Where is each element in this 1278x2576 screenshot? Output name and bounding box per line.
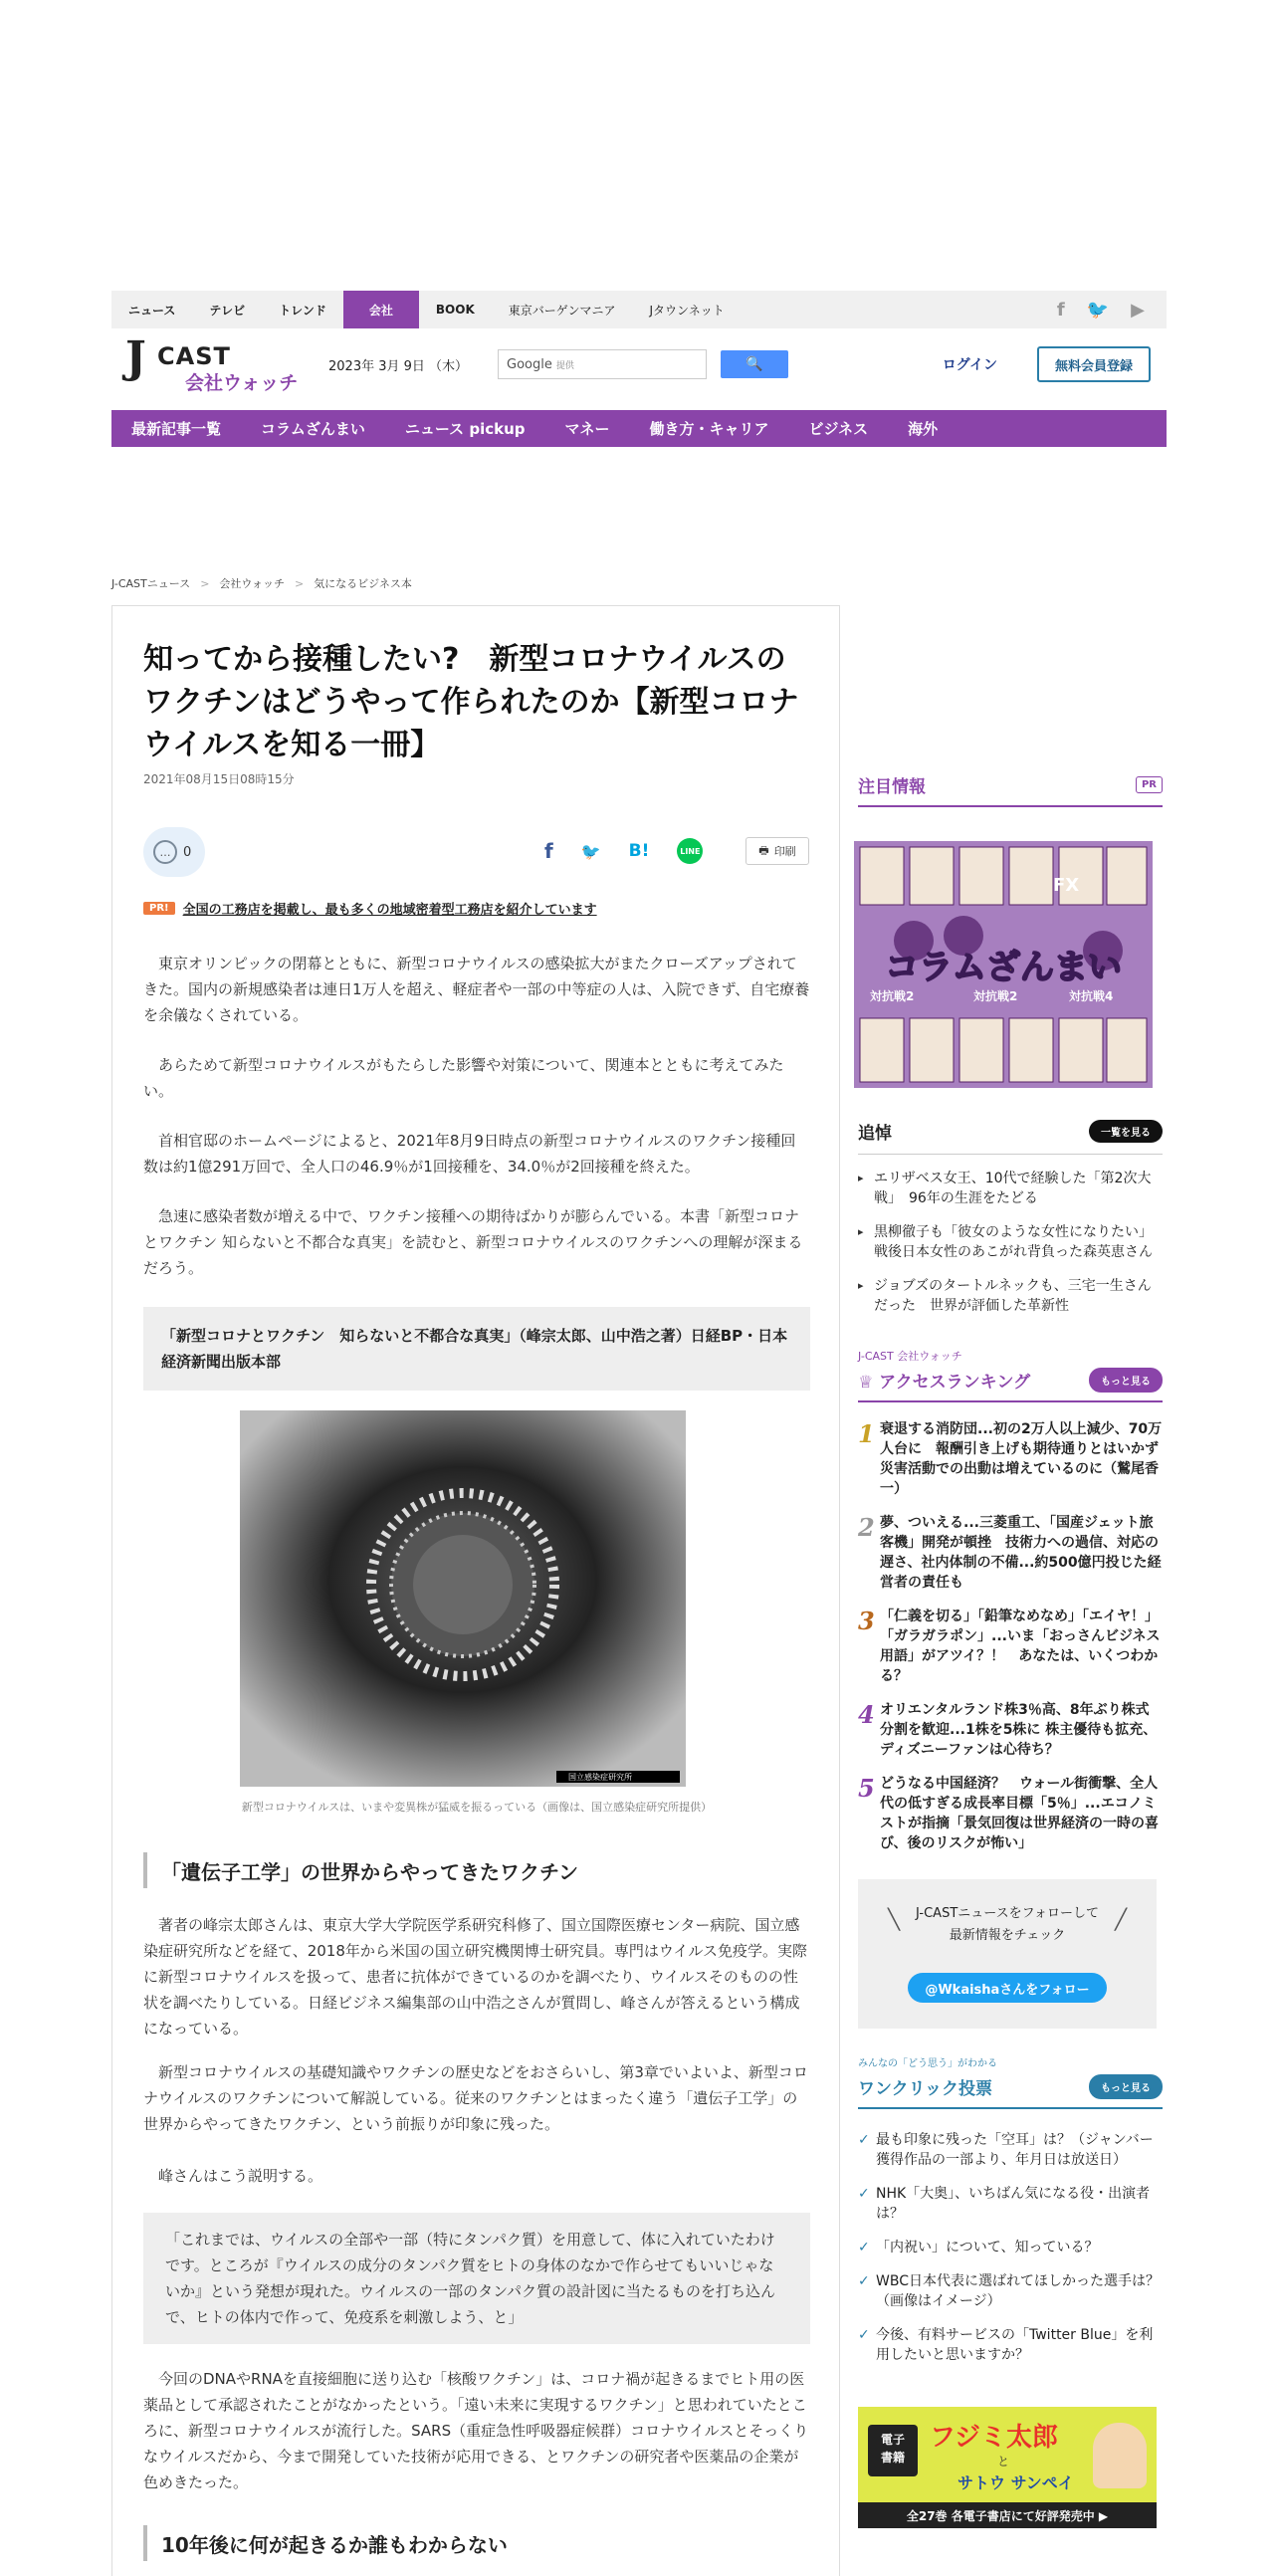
banner-sub: 対抗戦4 bbox=[1069, 989, 1114, 1003]
topnav-book[interactable]: BOOK bbox=[435, 303, 475, 317]
breadcrumb-home[interactable]: J-CASTニュース bbox=[111, 577, 191, 590]
topnav-bargain[interactable]: 東京バーゲンマニア bbox=[508, 303, 616, 318]
vote-title: ワンクリック投票 bbox=[858, 2079, 992, 2099]
notice-header bbox=[858, 772, 1163, 807]
logo-cast: CAST bbox=[157, 342, 231, 370]
hatena-share-icon[interactable]: B! bbox=[628, 841, 650, 861]
rank-number: 1 bbox=[858, 1419, 875, 1448]
breadcrumb-books[interactable]: 気になるビジネス本 bbox=[314, 577, 412, 590]
ad-tag: 書籍 bbox=[880, 2451, 905, 2465]
nav-column[interactable]: コラムざんまい bbox=[261, 420, 365, 438]
twitter-icon[interactable]: 🐦 bbox=[1086, 299, 1110, 321]
column-banner-art bbox=[854, 841, 1153, 1088]
vote-item[interactable]: ✓ 「内祝い」について、知っている？ bbox=[858, 2238, 1163, 2257]
pr-text: 全国の工務店を掲載し、最も多くの地域密着型工務店を紹介しています bbox=[182, 903, 597, 918]
list-item[interactable]: ▸ ジョブズのタートルネックも、三宅一生さんだった 世界が評価した革新性 bbox=[858, 1276, 1163, 1316]
social-links bbox=[1057, 300, 1167, 321]
vote-item[interactable]: ✓ WBC日本代表に選ばれてほしかった選手は？（画像はイメージ） bbox=[858, 2271, 1163, 2311]
search-provided: 提供 bbox=[555, 360, 574, 371]
nav-pickup[interactable]: ニュース pickup bbox=[404, 420, 526, 438]
ranking-item[interactable] bbox=[858, 1419, 1172, 1499]
ranking-item[interactable] bbox=[858, 1774, 1163, 1853]
ad-sub: サトウ サンペイ bbox=[958, 2473, 1074, 2492]
paragraph: 新型コロナウイルスの基礎知識やワクチンの歴史などをおさらいし、第3章でいよいよ、新型コロナウイルスのワクチンについて解説している。従来のワクチンとはまったく違う「遺伝子工学」の世界からやってきたワクチン、という前振りが印象に残った。 bbox=[143, 2063, 808, 2133]
search-input[interactable] bbox=[498, 349, 707, 379]
facebook-share-icon[interactable]: f bbox=[544, 839, 553, 863]
breadcrumb-company[interactable]: 会社ウォッチ bbox=[219, 577, 285, 590]
vote-item[interactable]: ✓ NHK「大奥」、いちばん気になる役・出演者は？ bbox=[858, 2184, 1163, 2224]
topnav-jtown[interactable]: Jタウンネット bbox=[649, 303, 725, 318]
logo-j: J bbox=[125, 332, 146, 383]
print-button[interactable] bbox=[746, 837, 809, 865]
breadcrumb-sep: > bbox=[294, 576, 305, 590]
ranking-title: アクセスランキング bbox=[879, 1373, 1031, 1393]
tsuiseki-header bbox=[858, 1119, 1163, 1155]
line-share-icon[interactable]: LINE bbox=[677, 838, 703, 864]
rank-title: 夢、ついえる...三菱重工、「国産ジェット旅客機」開発が頓挫 技術力への過信、対応の遅さ、社内体制の不備...約500億円投じた経営者の責任も bbox=[880, 1515, 1162, 1591]
ranking-more-button[interactable]: もっと見る bbox=[1089, 1368, 1163, 1393]
banner-title: コラムざんまい bbox=[885, 948, 1122, 987]
facebook-icon[interactable]: f bbox=[1056, 299, 1065, 321]
banner-fx: FX bbox=[1053, 875, 1080, 896]
list-item[interactable]: ▸ エリザベス女王、10代で経験した「第2次大戦」 96年の生涯をたどる bbox=[858, 1169, 1163, 1208]
follow-line1: J-CASTニュースをフォローして bbox=[916, 1906, 1099, 1921]
register-button[interactable]: 無料会員登録 bbox=[1037, 346, 1151, 382]
notice-title: 注目情報 bbox=[858, 777, 926, 797]
pr-tag: PR! bbox=[143, 902, 175, 915]
rank-title: どうなる中国経済？ ウォール街衝撃、全人代の低すぎる成長率目標「5％」...エコノミストが指摘「景気回復は世界経済の一時の喜び、後のリスクが怖い」 bbox=[880, 1776, 1159, 1851]
section-heading: 10年後に何が起きるか誰もわからない bbox=[143, 2525, 810, 2561]
pr-badge: PR bbox=[1136, 776, 1163, 793]
section-heading: 「遺伝子工学」の世界からやってきたワクチン bbox=[143, 1852, 810, 1888]
search-button[interactable] bbox=[721, 350, 788, 378]
rank-number: 2 bbox=[858, 1513, 875, 1542]
vote-header bbox=[858, 2074, 1163, 2109]
ad-character bbox=[1093, 2423, 1147, 2488]
ranking-header bbox=[858, 1368, 1163, 1402]
twitter-share-icon[interactable]: 🐦 bbox=[580, 841, 601, 861]
nav-career[interactable]: 働き方・キャリア bbox=[649, 420, 769, 438]
comment-button[interactable] bbox=[143, 827, 205, 877]
rank-title: 「仁義を切る」「鉛筆なめなめ」「エイヤ！」「ガラガラポン」...いま「おっさんビジネス用語」がアツイ？！ あなたは、いくつわかる？ bbox=[880, 1609, 1161, 1684]
deco-slash: ╲ bbox=[888, 1907, 901, 1931]
top-nav bbox=[111, 291, 1167, 328]
print-icon: 🖶 bbox=[758, 843, 769, 857]
site-header bbox=[111, 334, 1167, 394]
header-date: 2023年 3月 9日 （木） bbox=[328, 358, 469, 374]
tsuiseki-more-button[interactable]: 一覧を見る bbox=[1089, 1120, 1163, 1143]
follow-line2: 最新情報をチェック bbox=[949, 1928, 1066, 1943]
list-item[interactable]: ▸ 黒柳徹子も「彼女のような女性になりたい」戦後日本女性のあこがれ背負った森英恵さん bbox=[858, 1222, 1163, 1262]
ranking-item[interactable] bbox=[858, 1607, 1163, 1686]
tsuiseki-title: 追悼 bbox=[858, 1124, 892, 1144]
comment-icon: … bbox=[153, 840, 177, 864]
paragraph: 峰さんはこう説明する。 bbox=[143, 2167, 323, 2185]
follow-box bbox=[858, 1879, 1157, 2029]
ranking-label: J-CAST 会社ウォッチ bbox=[858, 1350, 962, 1363]
site-logo[interactable] bbox=[125, 332, 305, 394]
print-label: 印刷 bbox=[773, 845, 796, 858]
quote-box: 「これまでは、ウイルスの全部や一部（特にタンパク質）を用意して、体に入れていたわけです。ところが『ウイルスの成分のタンパク質をヒトの身体のなかで作らせてもいいじゃないか』という発想が現れた。ウイルスの一部のタンパク質の設計図に当たるものを打ち込んで、ヒトの体内で作って、免疫系を刺激しよう、と」 bbox=[143, 2213, 810, 2344]
paragraph: 首相官邸のホームページによると、2021年8月9日時点の新型コロナウイルスのワクチン接種回数は約1億291万回で、全人口の46.9％が1回接種を、34.0％が2回接種を終えた。 bbox=[143, 1132, 796, 1176]
login-link[interactable]: ログイン bbox=[942, 357, 997, 373]
topnav-tv[interactable]: テレビ bbox=[209, 303, 246, 318]
nav-business[interactable]: ビジネス bbox=[808, 420, 869, 438]
breadcrumb bbox=[111, 575, 1167, 591]
vote-item[interactable]: ✓ 今後、有料サービスの「Twitter Blue」を利用したいと思いますか？ bbox=[858, 2325, 1163, 2365]
article-title: 知ってから接種したい? 新型コロナウイルスのワクチンはどうやって作られたのか【新型コロナウイルスを知る一冊】 bbox=[143, 642, 799, 762]
rank-title: オリエンタルランド株3％高、8年ぶり株式分割を歓迎...1株を5株に 株主優待も拡充、ディズニーファンは心待ち？ bbox=[880, 1702, 1158, 1758]
twitter-follow-button[interactable]: @Wkaishaさんをフォロー bbox=[908, 1973, 1107, 2003]
ad-title: フジミ太郎 bbox=[930, 2423, 1058, 2453]
comment-count: 0 bbox=[183, 844, 192, 860]
column-banner[interactable] bbox=[854, 841, 1153, 1088]
share-buttons bbox=[544, 838, 703, 864]
tsuiseki-list bbox=[858, 1169, 1163, 1330]
pr-link[interactable] bbox=[143, 899, 810, 918]
paragraph: 著者の峰宗太郎さんは、東京大学大学院医学系研究科修了、国立国際医療センター病院、国立感染症研究所などを経て、2018年から米国の国立研究機関博士研究員。専門はウイルス免疫学。実際に新型コロナウイルスを扱って、患者に抗体ができているのかを調べたり、ウイルスそのものの性状を調べたりしている。日経ビジネス編集部の山中浩之さんが質問し、峰さんが答えるという構成になっている。 bbox=[143, 1916, 807, 2038]
ad-to: と bbox=[997, 2455, 1010, 2469]
banner-sub: 対抗戦2 bbox=[973, 989, 1018, 1003]
search-placeholder: Google bbox=[507, 356, 552, 372]
figure-credit: 国立感染症研究所 bbox=[568, 1773, 632, 1782]
breadcrumb-sep: > bbox=[200, 576, 210, 590]
ranking-item[interactable] bbox=[858, 1513, 1163, 1593]
topnav-news[interactable]: ニュース bbox=[128, 303, 176, 318]
ad-tag: 電子 bbox=[880, 2433, 905, 2447]
ad-bottom: 全27巻 各電子書店にて好評発売中 ▶ bbox=[858, 2502, 1157, 2528]
ranking-item[interactable] bbox=[858, 1700, 1163, 1760]
search-icon: 🔍 bbox=[746, 356, 763, 372]
rank-number: 3 bbox=[858, 1607, 875, 1635]
virus-image bbox=[240, 1410, 686, 1787]
virus-svg bbox=[240, 1410, 686, 1787]
banner-sub: 対抗戦2 bbox=[870, 989, 915, 1003]
article-date: 2021年08月15日08時15分 bbox=[143, 772, 295, 786]
main-nav bbox=[111, 410, 1167, 447]
ranking-list bbox=[858, 1419, 1172, 1867]
image-caption: 新型コロナウイルスは、いまや変異株が猛威を振るっている（画像は、国立感染症研究所提供） bbox=[241, 1801, 713, 1814]
topnav-trend[interactable]: トレンド bbox=[279, 303, 326, 318]
topnav-company[interactable]: 会社 bbox=[343, 291, 419, 328]
vote-label: みんなの「どう思う」がわかる bbox=[858, 2058, 997, 2069]
vote-item[interactable]: ✓ 最も印象に残った「空耳」は？（ジャンバー獲得作品の一部より、年月日は放送日） bbox=[858, 2130, 1163, 2170]
paragraph: 急速に感染者数が増える中で、ワクチン接種への期待ばかりが膨らんでいる。本書「新型コロナとワクチン 知らないと不都合な真実」を読むと、新型コロナウイルスのワクチンへの理解が深まるだろう。 bbox=[143, 1207, 803, 1277]
article bbox=[111, 605, 840, 2576]
deco-slash: ╱ bbox=[1114, 1907, 1127, 1931]
youtube-icon[interactable]: ▶ bbox=[1131, 299, 1145, 321]
nav-money[interactable]: マネー bbox=[564, 420, 610, 438]
vote-list bbox=[858, 2130, 1163, 2379]
logo-sub: 会社ウォッチ bbox=[185, 372, 299, 394]
ebook-ad[interactable] bbox=[858, 2407, 1157, 2528]
rank-number: 4 bbox=[858, 1700, 875, 1729]
paragraph: 東京オリンピックの閉幕とともに、新型コロナウイルスの感染拡大がまたクローズアップされてきた。国内の新規感染者は連日1万人を超え、軽症者や一部の中等症の人は、入院できず、自宅療養を余儀なくされている。 bbox=[143, 955, 810, 1024]
nav-latest[interactable]: 最新記事一覧 bbox=[131, 420, 222, 438]
nav-overseas[interactable]: 海外 bbox=[908, 420, 939, 438]
vote-more-button[interactable]: もっと見る bbox=[1089, 2074, 1163, 2099]
book-info: 「新型コロナとワクチン 知らないと不都合な真実」（峰宗太郎、山中浩之著）日経BP・日本経済新聞出版本部 bbox=[143, 1307, 810, 1391]
rank-number: 5 bbox=[858, 1774, 875, 1803]
crown-icon: ♕ bbox=[858, 1373, 874, 1393]
rank-title: 衰退する消防団...初の2万人以上減少、70万人台に 報酬引き上げも期待通りとはいかず 災害活動での出動は増えているのに（鷲尾香一） bbox=[880, 1421, 1172, 1497]
paragraph: 今回のDNAやRNAを直接細胞に送り込む「核酸ワクチン」は、コロナ禍が起きるまでヒト用の医薬品として承認されたことがなかったという。「遠い未来に実現するワクチン」と思われていたところに、新型コロナウイルスが流行した。SARS（重症急性呼吸器症候群）コロナウイルスとそっくりなウイルスだから、今まで開発していた技術が応用できる、とワクチンの研究者や医薬品の企業が色めきたった。 bbox=[143, 2370, 809, 2491]
paragraph: あらためて新型コロナウイルスがもたらした影響や対策について、関連本とともに考えてみたい。 bbox=[143, 1056, 784, 1100]
